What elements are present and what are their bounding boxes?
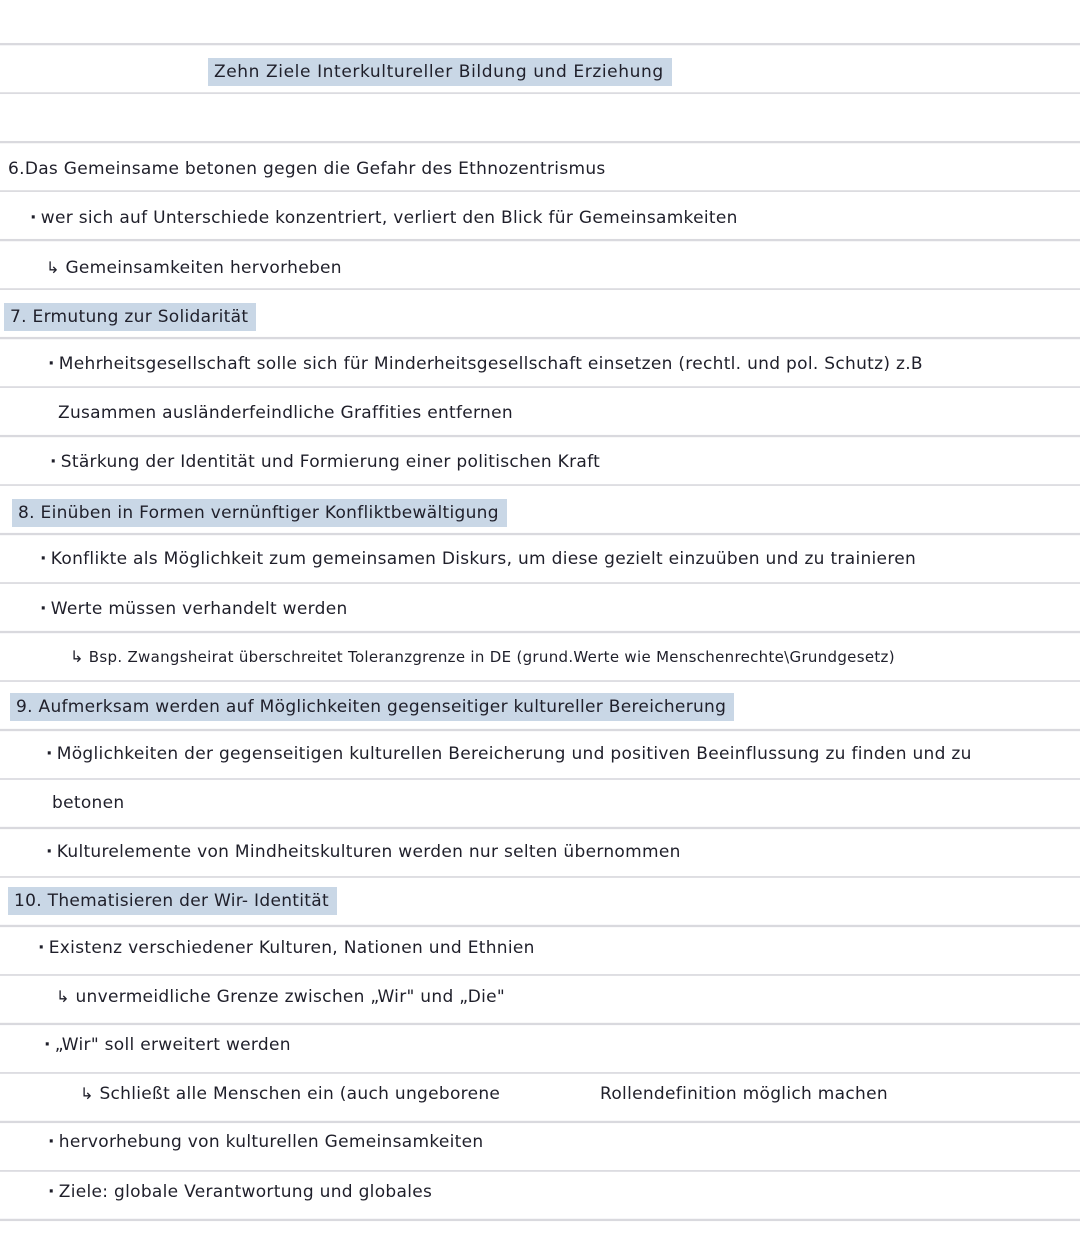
arrow-icon: ↳ (80, 1084, 94, 1103)
section-10-line-1: · Existenz verschiedener Kulturen, Nationen und Ethnien (38, 936, 535, 960)
section-10-line-7: · Ziele: globale Verantwortung und globales (48, 1180, 432, 1204)
section-9-line-1: · Möglichkeiten der gegenseitigen kulturellen Bereicherung und positiven Beeinflussung zu finden und zu (46, 742, 972, 766)
section-7-heading: 7. Ermutung zur Solidarität (4, 303, 256, 331)
section-9-line-2: betonen (52, 793, 125, 813)
section-9-heading: 9. Aufmerksam werden auf Möglichkeiten gegenseitiger kultureller Bereicherung (10, 693, 734, 721)
section-6-line-1: · wer sich auf Unterschiede konzentriert, verliert den Blick für Gemeinsamkeiten (30, 206, 738, 230)
section-10-line-2: ↳ unvermeidliche Grenze zwischen „Wir" und „Die" (56, 987, 506, 1007)
section-10-heading: 10. Thematisieren der Wir- Identität (8, 887, 337, 915)
page-title: Zehn Ziele Interkultureller Bildung und Erziehung (208, 58, 672, 86)
arrow-icon: ↳ (70, 647, 84, 666)
section-8-heading: 8. Einüben in Formen vernünftiger Konfliktbewältigung (12, 499, 507, 527)
section-7-line-3: · Stärkung der Identität und Formierung einer politischen Kraft (50, 450, 600, 474)
section-10-line-6: · hervorhebung von kulturellen Gemeinsamkeiten (48, 1130, 483, 1154)
arrow-icon: ↳ (46, 258, 60, 277)
section-7-line-1: · Mehrheitsgesellschaft solle sich für Minderheitsgesellschaft einsetzen (rechtl. und pol. Schutz) z.B (48, 352, 923, 376)
arrow-icon: ↳ (56, 987, 70, 1006)
section-6-line-2: ↳ Gemeinsamkeiten hervorheben (46, 258, 342, 278)
section-10-line-3: · „Wir" soll erweitert werden (44, 1033, 291, 1057)
section-8-line-1: · Konflikte als Möglichkeit zum gemeinsamen Diskurs, um diese gezielt einzuüben und zu trainieren (40, 547, 916, 571)
section-10-line-5: Rollendefinition möglich machen (600, 1084, 888, 1104)
section-8-line-2: · Werte müssen verhandelt werden (40, 597, 348, 621)
section-7-line-2: Zusammen ausländerfeindliche Graffities entfernen (58, 403, 513, 423)
section-10-line-4: ↳ Schließt alle Menschen ein (auch ungeborene (80, 1084, 501, 1104)
section-8-line-3: ↳ Bsp. Zwangsheirat überschreitet Toleranzgrenze in DE (grund.Werte wie Menschenrechte\Grundgesetz) (70, 647, 895, 666)
section-9-line-3: · Kulturelemente von Mindheitskulturen werden nur selten übernommen (46, 840, 681, 864)
section-6-heading: 6.Das Gemeinsame betonen gegen die Gefahr des Ethnozentrismus (8, 159, 606, 179)
